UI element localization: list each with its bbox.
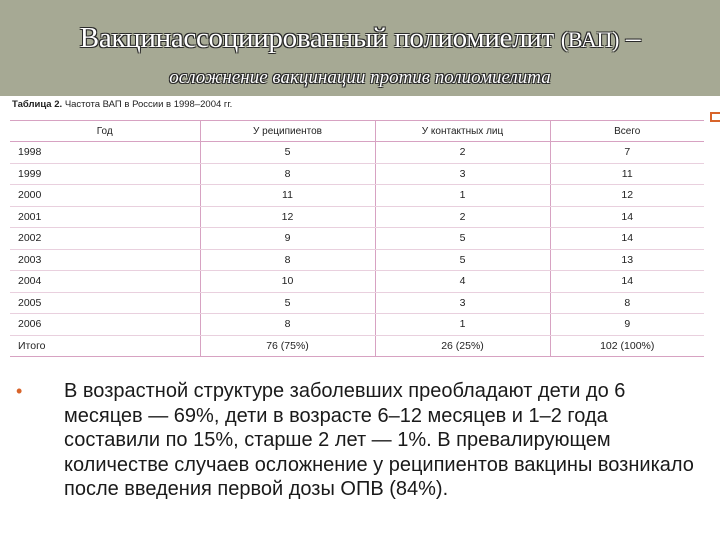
table-row (10, 185, 704, 207)
table-row (10, 163, 704, 185)
cell-recipients: 8 (200, 163, 375, 185)
cell-contacts: 1 (375, 185, 550, 207)
slide-subtitle: осложнение вакцинации против полиомиелита (169, 67, 551, 88)
cell-recipients: 11 (200, 185, 375, 207)
cell-contacts: 5 (375, 228, 550, 250)
cell-total: 13 (550, 249, 704, 271)
cell-total: 11 (550, 163, 704, 185)
slide-header (0, 0, 720, 96)
table-row (10, 228, 704, 250)
cell-year: 2002 (10, 228, 200, 250)
cell-contacts: 3 (375, 292, 550, 314)
bullet-dot-icon: • (16, 381, 23, 401)
cell-total: 14 (550, 271, 704, 293)
vap-frequency-table (10, 120, 704, 357)
table-row (10, 314, 704, 336)
table-caption-number: Таблица 2. (12, 99, 63, 110)
cell-recipients: 8 (200, 314, 375, 336)
table-total-row (10, 335, 704, 357)
cell-total: 12 (550, 185, 704, 207)
cell-total: 7 (550, 142, 704, 164)
cell-contacts-total: 26 (25%) (375, 335, 550, 357)
cell-recipients-total: 76 (75%) (200, 335, 375, 357)
column-header-year: Год (10, 121, 200, 142)
cell-year: 2006 (10, 314, 200, 336)
column-header-contacts: У контактных лиц (375, 121, 550, 142)
cell-grand-total: 102 (100%) (550, 335, 704, 357)
cell-year: 2003 (10, 249, 200, 271)
table-header-row (10, 121, 704, 142)
cell-total-label: Итого (10, 335, 200, 357)
cell-recipients: 12 (200, 206, 375, 228)
cell-contacts: 2 (375, 142, 550, 164)
cell-contacts: 5 (375, 249, 550, 271)
cell-recipients: 8 (200, 249, 375, 271)
cell-recipients: 9 (200, 228, 375, 250)
title-dash: – (619, 22, 641, 54)
bullet-item (16, 379, 698, 502)
corner-accent-icon (710, 112, 720, 122)
table-row (10, 292, 704, 314)
column-header-recipients: У реципиентов (200, 121, 375, 142)
title-abbreviation: (ВАП) (560, 27, 620, 52)
table-row (10, 142, 704, 164)
cell-contacts: 4 (375, 271, 550, 293)
cell-year: 2005 (10, 292, 200, 314)
slide-title (0, 22, 720, 55)
cell-year: 1998 (10, 142, 200, 164)
cell-recipients: 10 (200, 271, 375, 293)
table-row (10, 206, 704, 228)
cell-year: 2004 (10, 271, 200, 293)
title-main: Вакцинассоциированный полиомиелит (79, 22, 554, 54)
table-row (10, 271, 704, 293)
table-caption-text: Частота ВАП в России в 1998–2004 гг. (64, 99, 233, 110)
column-header-total: Всего (550, 121, 704, 142)
cell-contacts: 3 (375, 163, 550, 185)
cell-total: 14 (550, 206, 704, 228)
cell-year: 1999 (10, 163, 200, 185)
cell-recipients: 5 (200, 142, 375, 164)
cell-year: 2001 (10, 206, 200, 228)
table-row (10, 249, 704, 271)
cell-contacts: 1 (375, 314, 550, 336)
bullet-text: В возрастной структуре заболевших преобладают дети до 6 месяцев — 69%, дети в возрасте 6–12 месяцев и 1–2 года составили по 15%, старше 2 лет — 1%. В превалирующем количестве случаев осложнение у реципиентов вакцины возникало после введения первой дозы ОПВ (84%). (64, 380, 694, 500)
cell-recipients: 5 (200, 292, 375, 314)
cell-total: 8 (550, 292, 704, 314)
cell-total: 9 (550, 314, 704, 336)
cell-year: 2000 (10, 185, 200, 207)
cell-total: 14 (550, 228, 704, 250)
cell-contacts: 2 (375, 206, 550, 228)
table-caption (12, 99, 232, 110)
